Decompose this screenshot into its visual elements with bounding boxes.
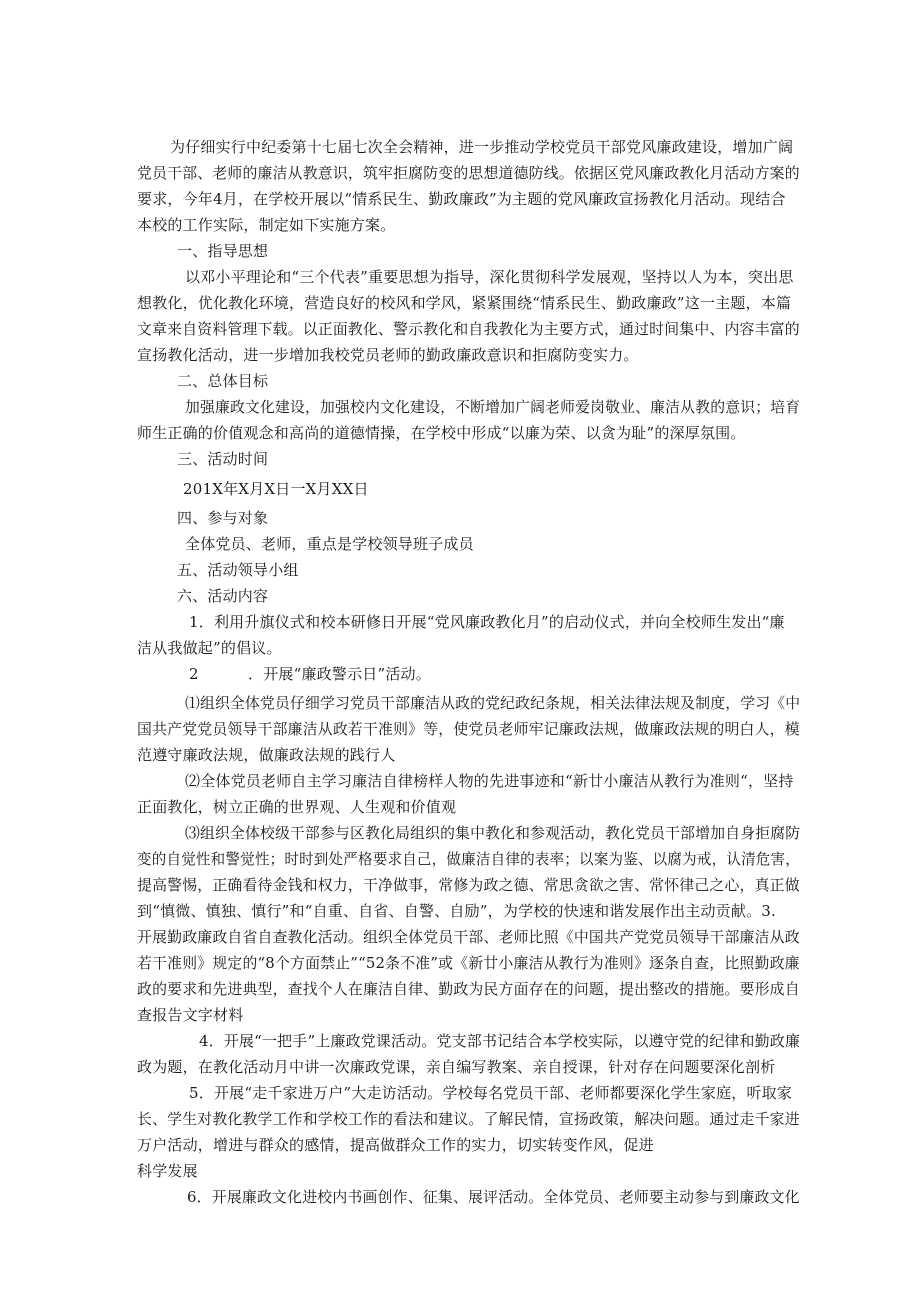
sub-item: ⑶组织全体校级干部参与区教化局组织的集中教化和参观活动，教化党员干部增加自身拒腐防 xyxy=(185,824,801,842)
sub-item: ⑵全体党员老师自主学习廉洁自律榜样人物的先进事迹和“新廿小廉洁从教行为准则“，坚持 xyxy=(185,772,794,790)
paragraph-line: 宣扬教化活动，进一步增加我校党员老师的勤政廉政意识和拒腐防变实力。 xyxy=(137,346,639,364)
intro-line: 党员干部、老师的廉洁从教意识，筑牢拒腐防变的思想道德防线。依据区党风廉政教化月活动方案的 xyxy=(137,164,800,182)
sub-item: 国共产党党员领导干部廉洁从政若干准则》等，使党员老师牢记廉政法规，做廉政法规的明白人，模 xyxy=(137,720,800,738)
paragraph-line: 师生正确的价值观念和高尚的道德情操，在学校中形成“以廉为荣、以贪为耻”的深厚氛围。 xyxy=(137,424,746,442)
list-item: 万户活动，增进与群众的感情，提高做群众工作的实力，切实转变作风，促进 xyxy=(137,1136,654,1154)
list-item-number: 2 xyxy=(189,665,199,683)
list-item: ．开展“廉政警示日”活动。 xyxy=(248,665,431,683)
section-heading-overall-goal: 二、总体目标 xyxy=(177,372,269,390)
list-item: 洁从我做起”的倡议。 xyxy=(137,639,282,657)
section-heading-participants: 四、参与对象 xyxy=(177,509,269,527)
sub-item: 变的自觉性和警觉性；时时到处严格要求自己，做廉洁自律的表率；以案为鉴、以腐为戒，认清危害， xyxy=(137,850,801,868)
list-item: 4．开展“一把手”上廉政党课活动。党支部书记结合本学校实际，以遵守党的纪律和勤政廉 xyxy=(199,1032,801,1050)
sub-item: 开展勤政廉政自省自查教化活动。组织全体党员干部、老师比照《中国共产党党员领导干部廉洁从政 xyxy=(137,928,800,946)
list-item: 5．开展“走千家进万户”大走访活动。学校每名党员干部、老师都要深化学生家庭，听取家 xyxy=(189,1084,793,1102)
list-item: 长、学生对教化教学工作和学校工作的看法和建议。了解民情，宣扬政策，解决问题。通过走千家进 xyxy=(137,1110,800,1128)
paragraph-line: 想教化，优化教化环境，营造良好的校风和学风，紧紧围绕“情系民生、勤政廉政”这一主题，本篇 xyxy=(137,294,792,312)
sub-item: 到“慎微、慎独、慎行”和“自重、自省、自警、自励”，为学校的快速和谐发展作出主动贡献。3. xyxy=(137,902,776,920)
sub-item: 范遵守廉政法规，做廉政法规的践行人 xyxy=(137,746,396,764)
participants-text: 全体党员、老师，重点是学校领导班子成员 xyxy=(185,535,474,553)
sub-item: 若干准则》规定的“8个方面禁止”“52条不准”或《新廿小廉洁从教行为准则》逐条自查，比照勤政廉 xyxy=(137,954,800,972)
list-item: 科学发展 xyxy=(137,1162,198,1180)
list-item: 6．开展廉政文化进校内书画创作、征集、展评活动。全体党员、老师要主动参与到廉政文化 xyxy=(187,1188,800,1206)
paragraph-line: 文章来自资料管理下载。以正面教化、警示教化和自我教化为主要方式，通过时间集中、内容丰富的 xyxy=(137,320,800,338)
intro-line: 为仔细实行中纪委第十七届七次全会精神，进一步推动学校党员干部党风廉政建设，增加广阔 xyxy=(170,138,794,156)
sub-item: ⑴组织全体党员仔细学习党员干部廉洁从政的党纪政纪条规，相关法律法规及制度，学习《中 xyxy=(185,694,801,712)
paragraph-line: 以邓小平理论和“三个代表”重要思想为指导，深化贯彻科学发展观，坚持以人为本，突出思 xyxy=(185,268,794,286)
sub-item: 提高警惕，正确看待金钱和权力，干净做事，常修为政之德、常思贪欲之害、常怀律己之心，真正做 xyxy=(137,876,800,894)
list-item: 政为题，在教化活动月中讲一次廉政党课，亲自编写教案、亲自授课，针对存在问题要深化剖析 xyxy=(137,1058,776,1076)
section-heading-activity-time: 三、活动时间 xyxy=(177,450,269,468)
intro-line: 要求，今年4月，在学校开展以“情系民生、勤政廉政”为主题的党风廉政宣扬教化月活动。现结合 xyxy=(137,190,786,208)
section-heading-leadership-group: 五、活动领导小组 xyxy=(177,561,299,579)
section-heading-guiding-thought: 一、指导思想 xyxy=(177,242,269,260)
sub-item: 正面教化，树立正确的世界观、人生观和价值观 xyxy=(137,798,457,816)
activity-date: 201X年X月X日一X月XX日 xyxy=(183,480,369,498)
paragraph-line: 加强廉政文化建设，加强校内文化建设，不断增加广阔老师爱岗敬业、廉洁从教的意识；培育 xyxy=(185,398,801,416)
sub-item: 政的要求和先进典型，查找个人在廉洁自律、勤政为民方面存在的问题，提出整改的措施。要形成自 xyxy=(137,980,800,998)
intro-line: 本校的工作实际，制定如下实施方案。 xyxy=(137,216,396,234)
section-heading-activity-content: 六、活动内容 xyxy=(177,587,269,605)
list-item: 1．利用升旗仪式和校本研修日开展“党风廉政教化月”的启动仪式，并向全校师生发出“廉 xyxy=(189,613,785,631)
sub-item: 查报告文字材料 xyxy=(137,1006,244,1024)
